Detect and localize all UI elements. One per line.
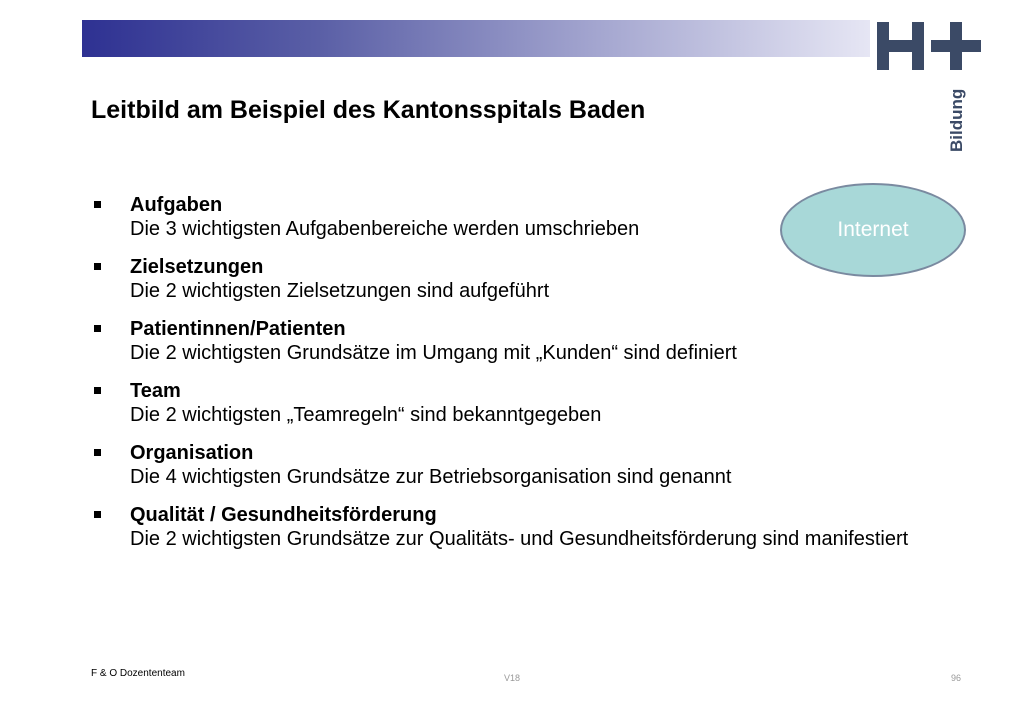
footer-author: F & O Dozententeam [91,668,185,679]
bullet-heading: Team [130,380,181,402]
square-bullet-icon [94,201,101,208]
bullet-item-patienten [94,317,974,365]
square-bullet-icon [94,387,101,394]
square-bullet-icon [94,325,101,332]
footer-version: V18 [504,673,521,683]
bullet-heading: Organisation [130,442,254,464]
bullet-description: Die 4 wichtigsten Grundsätze zur Betriebsorganisation sind genannt [130,466,732,488]
slide-title: Leitbild am Beispiel des Kantonsspitals Baden [91,96,646,124]
hplus-logo-icon [874,18,984,158]
bullet-item-team [94,379,974,427]
internet-callout-label: Internet [837,218,909,241]
bullet-heading: Zielsetzungen [130,256,264,278]
bullet-description: Die 2 wichtigsten Zielsetzungen sind aufgeführt [130,280,550,302]
square-bullet-icon [94,263,101,270]
bullet-heading: Patientinnen/Patienten [130,318,346,340]
logo-subtitle: Bildung [947,88,966,152]
bullet-description: Die 2 wichtigsten Grundsätze zur Qualitäts- und Gesundheitsförderung sind manifestiert [130,528,909,550]
internet-callout [780,183,966,277]
bullet-heading: Qualität / Gesundheitsförderung [130,504,437,526]
square-bullet-icon [94,511,101,518]
hplus-bildung-logo [874,18,984,158]
square-bullet-icon [94,449,101,456]
bullet-heading: Aufgaben [130,194,223,216]
bullet-description: Die 2 wichtigsten Grundsätze im Umgang mit „Kunden“ sind definiert [130,342,737,364]
footer-page-number: 96 [951,673,962,683]
bullet-description: Die 2 wichtigsten „Teamregeln“ sind bekanntgegeben [130,404,602,426]
header-gradient-bar [82,20,870,57]
bullet-item-organisation [94,441,974,489]
bullet-item-qualitaet [94,503,974,551]
bullet-description: Die 3 wichtigsten Aufgabenbereiche werden umschrieben [130,218,640,240]
